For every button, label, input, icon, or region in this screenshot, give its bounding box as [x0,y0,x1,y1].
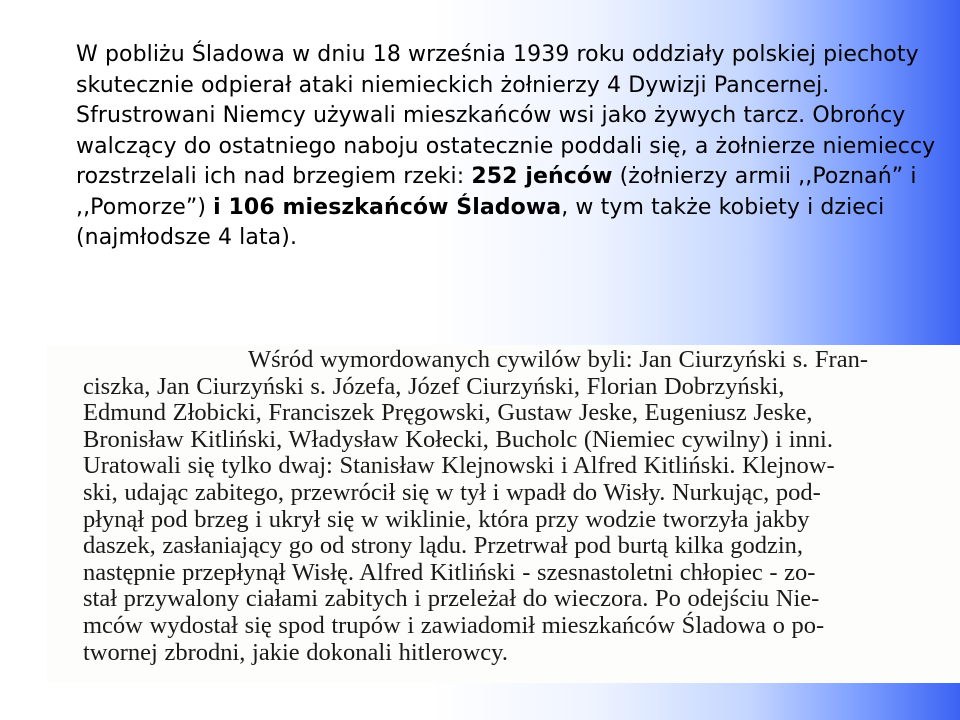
intro-bold-residents: i 106 mieszkańców Śladowa [213,194,562,220]
scan-line: stał przywalony ciałami zabitych i przeleżał do wieczora. Po odejściu Nie- [83,585,820,613]
scan-line: Uratowali się tylko dwaj: Stanisław Klejnowski i Alfred Kitliński. Klejnow- [83,452,835,480]
scan-line: ciszka, Jan Ciurzyński s. Józefa, Józef Ciurzyński, Florian Dobrzyński, [83,372,785,400]
scan-line: Edmund Złobicki, Franciszek Pręgowski, Gustaw Jeske, Eugeniusz Jeske, [83,399,813,427]
intro-text-c: , w tym także kobiety i dzieci (najmłodsze 4 lata). [76,194,885,250]
scan-text [83,347,953,666]
scan-line: Bronisław Kitliński, Władysław Kołecki, Bucholc (Niemiec cywilny) i inni. [83,425,833,453]
scan-line: następnie przepłynął Wisłę. Alfred Kitliński - szesnastoletni chłopiec - zo- [83,558,816,586]
scan-line: płynął pod brzeg i ukrył się w wiklinie, która przy wodzie tworzyła jakby [83,505,810,533]
intro-text-b: (żołnierzy armii ,,Poznań” i ,,Pomorze”) [76,164,917,220]
scan-line: daszek, zasłaniający go od strony lądu. Przetrwał pod burtą kilka godzin, [83,532,804,560]
scan-line: mców wydostał się spod trupów i zawiadomił mieszkańców Śladowa o po- [83,611,825,639]
intro-text-a: W pobliżu Śladowa w dniu 18 września 1939 roku oddziały polskiej piechoty skutecznie odpierał ataki niemieckich żołnierzy 4 Dywizji Pancernej. Sfrustrowani Niemcy używali mieszkańców wsi jako żywych tarcz. Obrońcy walczący do ostatniego naboju ostatecznie poddali się, a żołnierze niemieccy rozstrzelali ich nad brzegiem rzeki: [76,42,936,189]
scanned-book-excerpt [47,345,960,683]
scan-line: Wśród wymordowanych cywilów byli: Jan Ciurzyński s. Fran- [248,346,868,373]
scan-line: ski, udając zabitego, przewrócił się w tył i wpadł do Wisły. Nurkując, pod- [83,478,821,506]
intro-paragraph [76,40,936,254]
intro-bold-prisoners: 252 jeńców [471,164,613,189]
scan-line: twornej zbrodni, jakie dokonali hitlerowcy. [83,638,508,666]
